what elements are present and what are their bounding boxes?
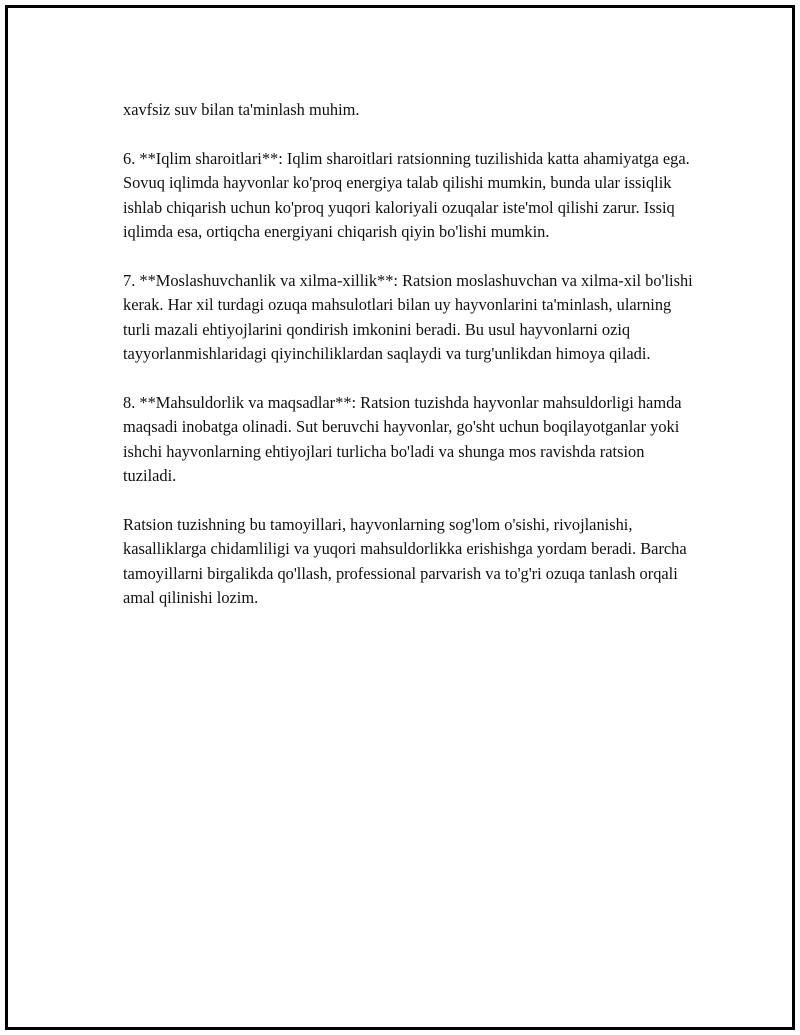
paragraph-productivity: 8. **Mahsuldorlik va maqsadlar**: Ratsion tuzishda hayvonlar mahsuldorligi hamda maqsadi inobatga olinadi. Sut beruvchi hayvonlar, go'sht uchun boqilayotganlar yoki ishchi hayvonlarning ehtiyojlari turlicha bo'ladi va shunga mos ravishda ratsion tuziladi.: [123, 392, 682, 486]
paragraph-adaptability: 7. **Moslashuvchanlik va xilma-xillik**: Ratsion moslashuvchan va xilma-xil bo'lishi kerak. Har xil turdagi ozuqa mahsulotlari bilan uy hayvonlarini ta'minlash, ularning turli mazali ehtiyojlarini qondirish imkonini beradi. Bu usul hayvonlarni oziq tayyorlanmishlaridagi qiyinchiliklardan saqlaydi va turg'unlikdan himoya qiladi.: [123, 270, 693, 364]
paragraph-continuation: xavfsiz suv bilan ta'minlash muhim.: [123, 100, 360, 119]
paragraph-climate: 6. **Iqlim sharoitlari**: Iqlim sharoitlari ratsionning tuzilishida katta ahamiyatga ega. Sovuq iqlimda hayvonlar ko'proq energiya talab qilishi mumkin, bunda ular issiqlik ishlab chiqarish uchun ko'proq yuqori kaloriyali ozuqalar iste'mol qilishi zarur. Issiq iqlimda esa, ortiqcha energiyani chiqarish qiyin bo'lishi mumkin.: [123, 148, 690, 242]
paragraph-conclusion: Ratsion tuzishning bu tamoyillari, hayvonlarning sog'lom o'sishi, rivojlanishi, kasalliklarga chidamliligi va yuqori mahsuldorlikka erishishga yordam beradi. Barcha tamoyillarni birgalikda qo'llash, professional parvarish va to'g'ri ozuqa tanlash orqali amal qilinishi lozim.: [123, 514, 687, 608]
page-frame: [5, 5, 795, 1030]
page-body: [123, 98, 698, 635]
